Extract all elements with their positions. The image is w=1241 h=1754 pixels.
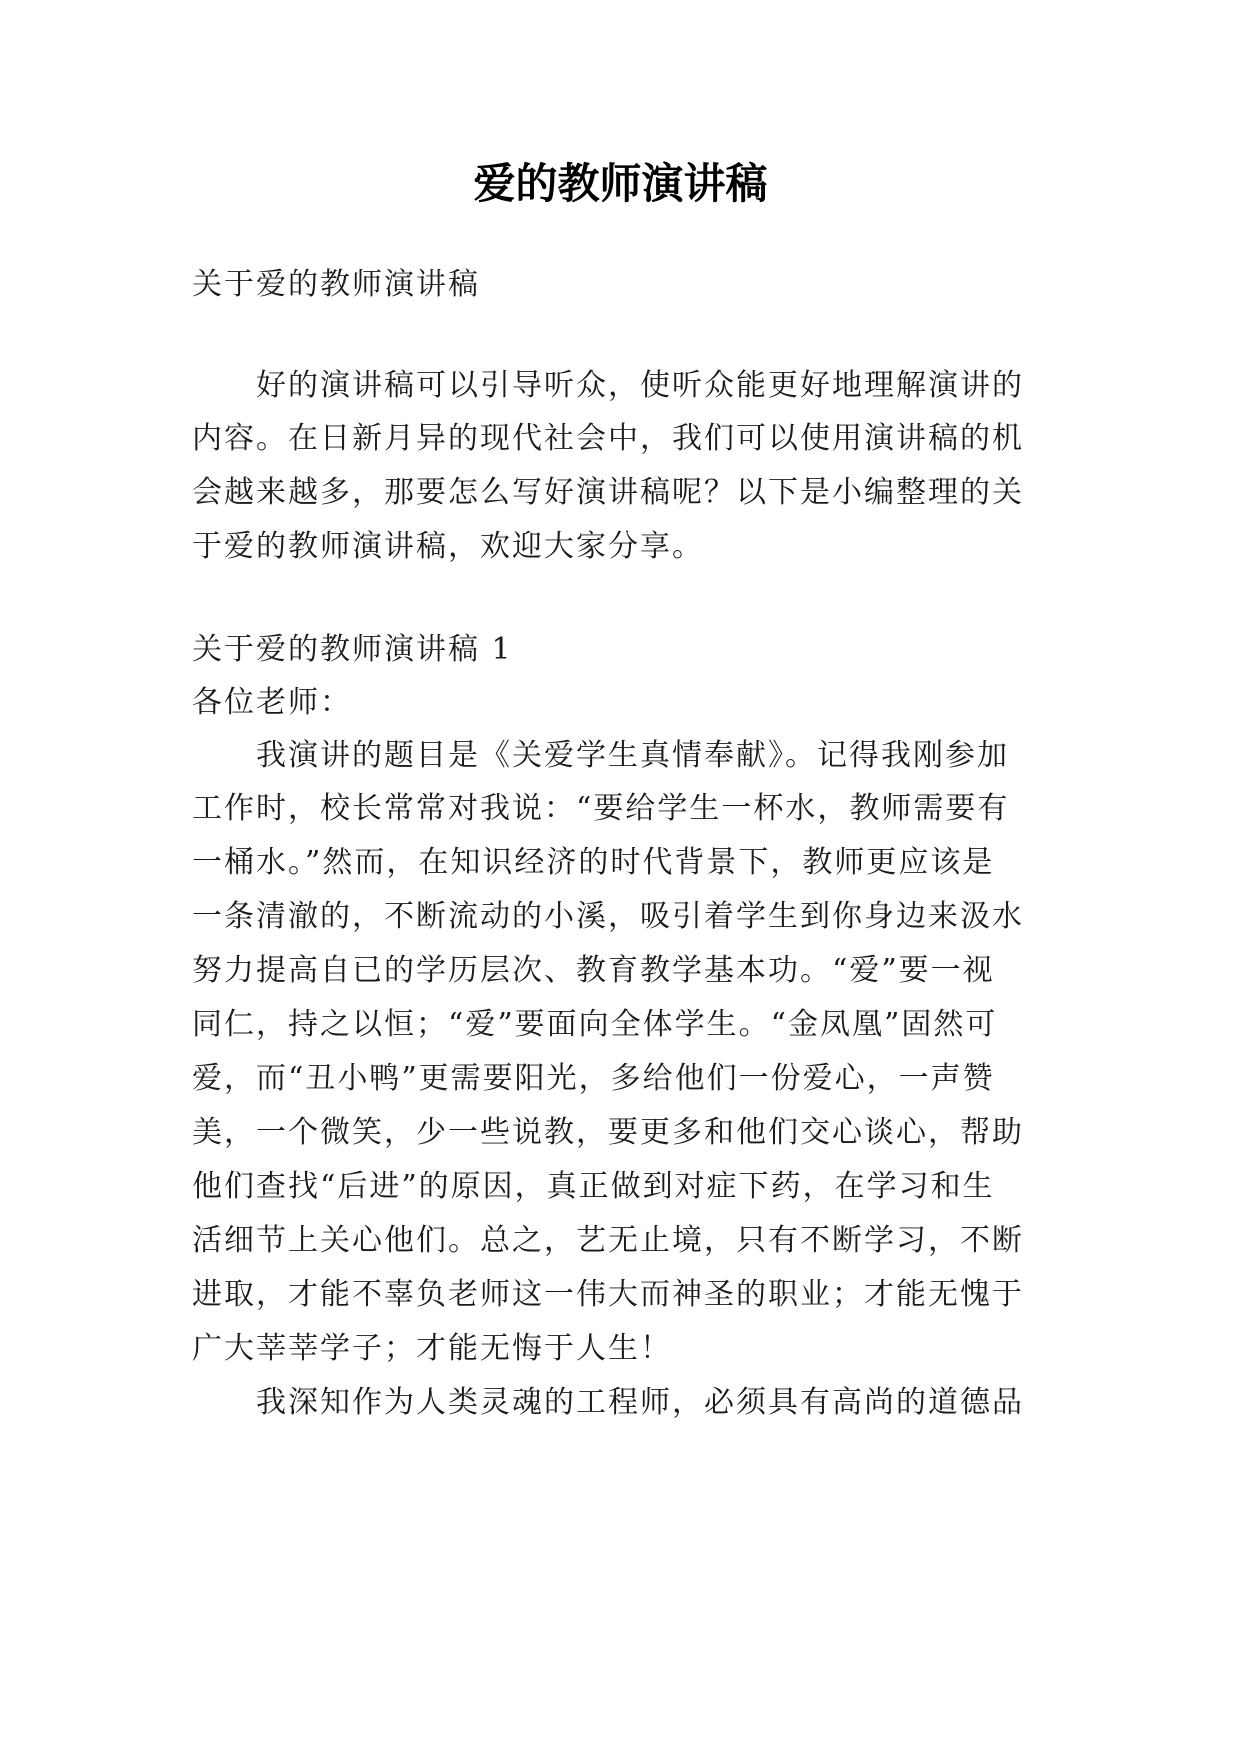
paragraph-line: 爱，而“丑小鸭”更需要阳光，多给他们一份爱心，一声赞 — [192, 1061, 995, 1096]
paragraph-line: 他们查找“后进”的原因，真正做到对症下药，在学习和生 — [192, 1169, 995, 1204]
salutation: 各位老师： — [192, 685, 352, 720]
intro-line: 好的演讲稿可以引导听众，使听众能更好地理解演讲的 — [256, 368, 1024, 403]
paragraph-line: 我深知作为人类灵魂的工程师，必须具有高尚的道德品 — [256, 1385, 1024, 1420]
subtitle: 关于爱的教师演讲稿 — [192, 267, 480, 302]
intro-line: 内容。在日新月异的现代社会中，我们可以使用演讲稿的机 — [192, 421, 1024, 456]
paragraph-line: 美，一个微笑，少一些说教，要更多和他们交心谈心，帮助 — [192, 1115, 1024, 1150]
paragraph-line: 一桶水。”然而，在知识经济的时代背景下，教师更应该是 — [192, 845, 995, 880]
paragraph-line: 努力提高自已的学历层次、教育教学基本功。“爱”要一视 — [192, 953, 995, 988]
paragraph-line: 活细节上关心他们。总之，艺无止境，只有不断学习，不断 — [192, 1223, 1024, 1258]
section-heading: 关于爱的教师演讲稿 1 — [192, 632, 513, 667]
paragraph-line: 我演讲的题目是《关爱学生真情奉献》。记得我刚参加 — [256, 738, 1009, 773]
paragraph-line: 一条清澈的，不断流动的小溪，吸引着学生到你身边来汲水 — [192, 899, 1024, 934]
paragraph-line: 同仁，持之以恒；“爱”要面向全体学生。“金凤凰”固然可 — [192, 1007, 998, 1042]
paragraph-line: 进取，才能不辜负老师这一伟大而神圣的职业；才能无愧于 — [192, 1277, 1024, 1312]
paragraph-line: 工作时，校长常常对我说：“要给学生一杯水，教师需要有 — [192, 791, 1010, 826]
intro-line: 于爱的教师演讲稿，欢迎大家分享。 — [192, 529, 704, 564]
intro-line: 会越来越多，那要怎么写好演讲稿呢？以下是小编整理的关 — [192, 475, 1024, 510]
paragraph-line: 广大莘莘学子；才能无悔于人生！ — [192, 1331, 672, 1366]
document-title: 爱的教师演讲稿 — [473, 159, 768, 208]
